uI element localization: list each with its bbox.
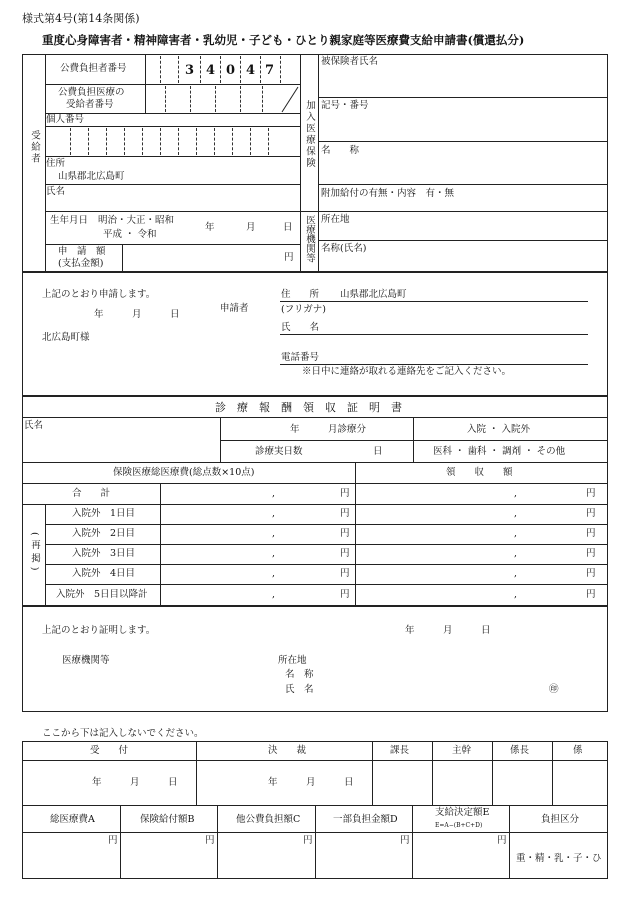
receipt-title: 診 療 報 酬 領 収 証 明 書: [215, 401, 402, 414]
payer-digit-2: 4: [206, 63, 216, 78]
form-number: 様式第4号(第14条関係): [22, 12, 140, 25]
address-label: 住所: [46, 158, 66, 169]
row-day2-recv-yen: 円: [586, 528, 596, 539]
sub-chief-header: 係長: [510, 745, 530, 756]
row-day3-recv-yen: 円: [586, 548, 596, 559]
restated-label: (再掲): [29, 532, 40, 575]
application-date: 年 月 日: [94, 309, 180, 320]
row-total-comma: ,: [272, 488, 276, 499]
received-amount-header: 領 収 額: [446, 467, 513, 478]
additional-benefit-label: 附加給付の有無・内容 有・無: [321, 188, 455, 199]
certification-location: 所在地: [278, 655, 307, 666]
burden-header: 負担区分: [541, 814, 580, 825]
insurance-name-label: 名 称: [321, 145, 360, 156]
institution-section-label: 医療機関等: [304, 215, 315, 263]
chief-header: 主幹: [452, 745, 472, 756]
personal-no-label: 個人番号: [46, 114, 85, 125]
treatment-days-label: 診療実日数: [255, 446, 303, 457]
row-total-yen: 円: [340, 488, 350, 499]
col-e-header: 支給決定額E: [435, 807, 490, 818]
burden-value: 重・精・乳・子・ひ: [516, 853, 602, 864]
section-chief-header: 課長: [390, 745, 410, 756]
institution-location-label: 所在地: [321, 214, 350, 225]
departments: 医科 ・ 歯科 ・ 調剤 ・ その他: [433, 446, 566, 457]
row-day1-comma: ,: [272, 508, 276, 519]
form-title: 重度心身障害者・精神障害者・乳幼児・子ども・ひとり親家庭等医療費支給申請書(償還払分): [42, 33, 525, 47]
col-d-header: 一部負担金額D: [333, 814, 398, 825]
applicant-address-value: 山県郡北広島町: [340, 289, 407, 300]
decision-date: 年 月 日: [268, 777, 354, 788]
certification-institution: 医療機関等: [62, 655, 110, 666]
col-a-header: 総医療費A: [50, 814, 95, 825]
payer-digit-5: 7: [265, 63, 275, 78]
applicant-name-label: 氏 名: [281, 322, 320, 333]
row-day4-recv-yen: 円: [586, 568, 596, 579]
row-day5-recv-comma: ,: [514, 589, 518, 600]
row-day5-recv-yen: 円: [586, 589, 596, 600]
col-d-yen: 円: [400, 835, 410, 846]
amount-label-1: 申 請 額: [58, 246, 106, 257]
birth-day: 日: [283, 222, 293, 233]
col-a-yen: 円: [108, 835, 118, 846]
col-c-header: 他公費負担額C: [236, 814, 301, 825]
row-day1-recv-comma: ,: [514, 508, 518, 519]
birth-label: 生年月日: [50, 215, 89, 226]
col-b-header: 保険給付額B: [140, 814, 195, 825]
total-cost-header: 保険医療総医療費(総点数×10点): [113, 467, 255, 478]
insured-name-label: 被保険者氏名: [321, 56, 379, 67]
name-label: 氏名: [46, 186, 66, 197]
era-line-2: 平成 ・ 令和: [103, 229, 157, 240]
col-c-yen: 円: [303, 835, 313, 846]
institution-name-label: 名称(氏名): [321, 243, 367, 254]
inpatient-outpatient: 入院 ・ 入院外: [467, 424, 531, 435]
insurance-section-label: 加入医療保険: [304, 100, 315, 169]
seal-mark: ㊞: [549, 684, 559, 695]
row-day5-yen: 円: [340, 589, 350, 600]
row-day4-yen: 円: [340, 568, 350, 579]
patient-name-label: 氏名: [24, 420, 44, 431]
era-line-1: 明治・大正・昭和: [98, 215, 175, 226]
recipient-section-label: 受給者: [29, 130, 40, 165]
col-e-formula: E=A−(B+C+D): [435, 822, 483, 829]
row-total-recv-comma: ,: [514, 488, 518, 499]
row-day2-recv-comma: ,: [514, 528, 518, 539]
amount-label-2: (支払金額): [58, 258, 104, 269]
office-use-note: ここから下は記入しないでください。: [42, 728, 204, 739]
phone-note: ※日中に連絡が取れる連絡先をご記入ください。: [302, 366, 512, 377]
row-day4-label: 入院外 4日目: [72, 568, 136, 579]
diagonal-slash: [280, 86, 300, 113]
row-total-label: 合 計: [72, 488, 111, 499]
recipient-no-label-2: 受給者番号: [66, 99, 114, 110]
row-day2-comma: ,: [272, 528, 276, 539]
recipient-no-label-1: 公費負担医療の: [58, 87, 125, 98]
staff-header: 係: [573, 745, 583, 756]
row-day2-label: 入院外 2日目: [72, 528, 136, 539]
row-day4-comma: ,: [272, 568, 276, 579]
row-day3-comma: ,: [272, 548, 276, 559]
public-payer-label: 公費負担者番号: [60, 63, 127, 74]
payer-digit-1: 3: [185, 63, 195, 78]
birth-year: 年: [205, 222, 215, 233]
symbol-number-label: 記号・番号: [321, 100, 369, 111]
furigana-label: (フリガナ): [281, 304, 326, 315]
decision-header: 決 裁: [268, 745, 307, 756]
address-value: 山県郡北広島町: [58, 171, 125, 182]
row-day3-yen: 円: [340, 548, 350, 559]
col-b-yen: 円: [205, 835, 215, 846]
row-day5-label: 入院外 5日目以降計: [56, 589, 148, 600]
row-day2-yen: 円: [340, 528, 350, 539]
row-day5-comma: ,: [272, 589, 276, 600]
payer-digit-3: 0: [226, 63, 236, 78]
col-e-yen: 円: [497, 835, 507, 846]
reception-date: 年 月 日: [92, 777, 178, 788]
certification-date: 年 月 日: [405, 625, 491, 636]
phone-label: 電話番号: [281, 352, 320, 363]
payer-digit-4: 4: [246, 63, 256, 78]
birth-month: 月: [246, 222, 256, 233]
row-day1-yen: 円: [340, 508, 350, 519]
row-day4-recv-comma: ,: [514, 568, 518, 579]
application-statement: 上記のとおり申請します。: [42, 289, 156, 300]
treatment-month-label: 年 月診療分: [290, 424, 367, 435]
row-day3-recv-comma: ,: [514, 548, 518, 559]
addressee: 北広島町様: [42, 332, 90, 343]
certification-statement: 上記のとおり証明します。: [42, 625, 156, 636]
reception-header: 受 付: [90, 745, 129, 756]
row-day1-recv-yen: 円: [586, 508, 596, 519]
certification-person: 氏 名: [285, 684, 314, 695]
row-total-recv-yen: 円: [586, 488, 596, 499]
amount-yen: 円: [284, 252, 294, 263]
applicant-address-label: 住 所: [281, 289, 320, 300]
certification-name: 名 称: [285, 669, 314, 680]
row-day3-label: 入院外 3日目: [72, 548, 136, 559]
row-day1-label: 入院外 1日目: [72, 508, 136, 519]
treatment-days-unit: 日: [373, 446, 383, 457]
applicant-label: 申請者: [220, 303, 249, 314]
